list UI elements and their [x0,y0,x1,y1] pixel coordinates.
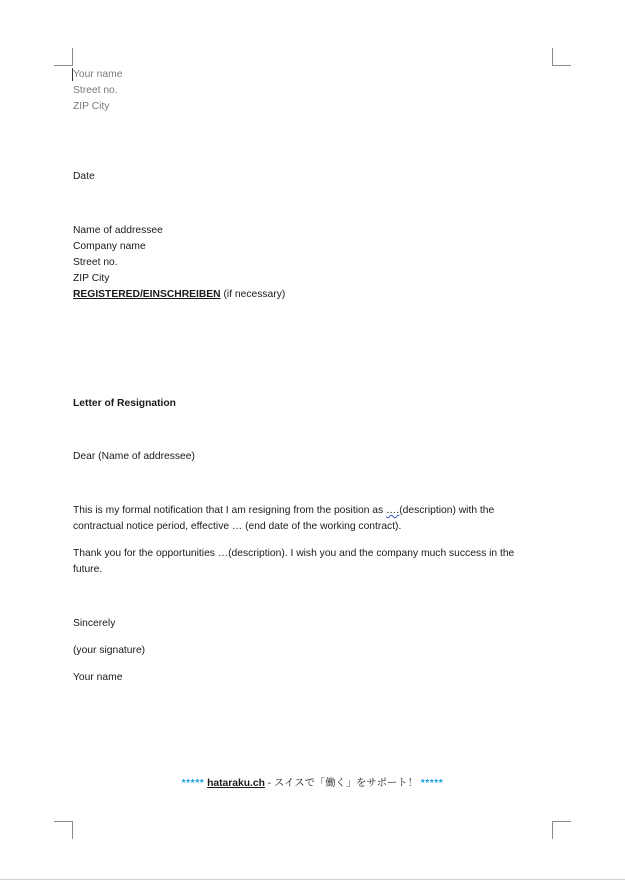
closing[interactable]: Sincerely [73,618,116,629]
footer-stars-left: ***** [181,778,205,789]
addressee-street[interactable]: Street no. [73,257,118,268]
crop-mark-bottom-left-h [54,821,73,822]
p1-start: This is my formal notification that I am resigning from the position as [73,505,387,516]
addressee-name[interactable]: Name of addressee [73,225,163,236]
date-line[interactable]: Date [73,171,95,182]
sender-name[interactable]: Your name [73,69,123,80]
body-paragraph-2[interactable]: Thank you for the opportunities …(description). I wish you and the company much success in the future. [73,548,515,575]
crop-mark-bottom-right-v [552,821,553,839]
sender-street[interactable]: Street no. [73,85,118,96]
subject-line[interactable]: Letter of Resignation [73,398,176,409]
addressee-zip-city[interactable]: ZIP City [73,273,110,284]
addressee-company[interactable]: Company name [73,241,146,252]
footer-tagline: - スイスで「働く」をサポート！ [264,778,421,789]
crop-mark-top-left-v [72,48,73,66]
p1-end: (description) with the contractual notice period, effective … (end date of the working contract). [73,505,495,532]
signature-placeholder[interactable]: (your signature) [73,645,146,656]
footer-stars-right: ***** [420,778,444,789]
crop-mark-top-left-h [54,65,73,66]
registered-line[interactable] [73,288,285,302]
registered-note: (if necessary) [220,289,286,300]
footer-site-link[interactable]: hataraku.ch [207,778,265,789]
registered-label: REGISTERED/EINSCHREIBEN [73,289,221,300]
footer [0,777,625,791]
signer-name[interactable]: Your name [73,672,123,683]
crop-mark-top-right-h [552,65,571,66]
body-paragraph-1[interactable] [73,503,543,535]
crop-mark-top-right-v [552,48,553,66]
crop-mark-bottom-left-v [72,821,73,839]
p1-spellcheck-mark: …. [386,505,400,516]
sender-zip-city[interactable]: ZIP City [73,101,110,112]
page-bottom-edge [0,879,625,880]
salutation[interactable]: Dear (Name of addressee) [73,451,195,462]
crop-mark-bottom-right-h [552,821,571,822]
